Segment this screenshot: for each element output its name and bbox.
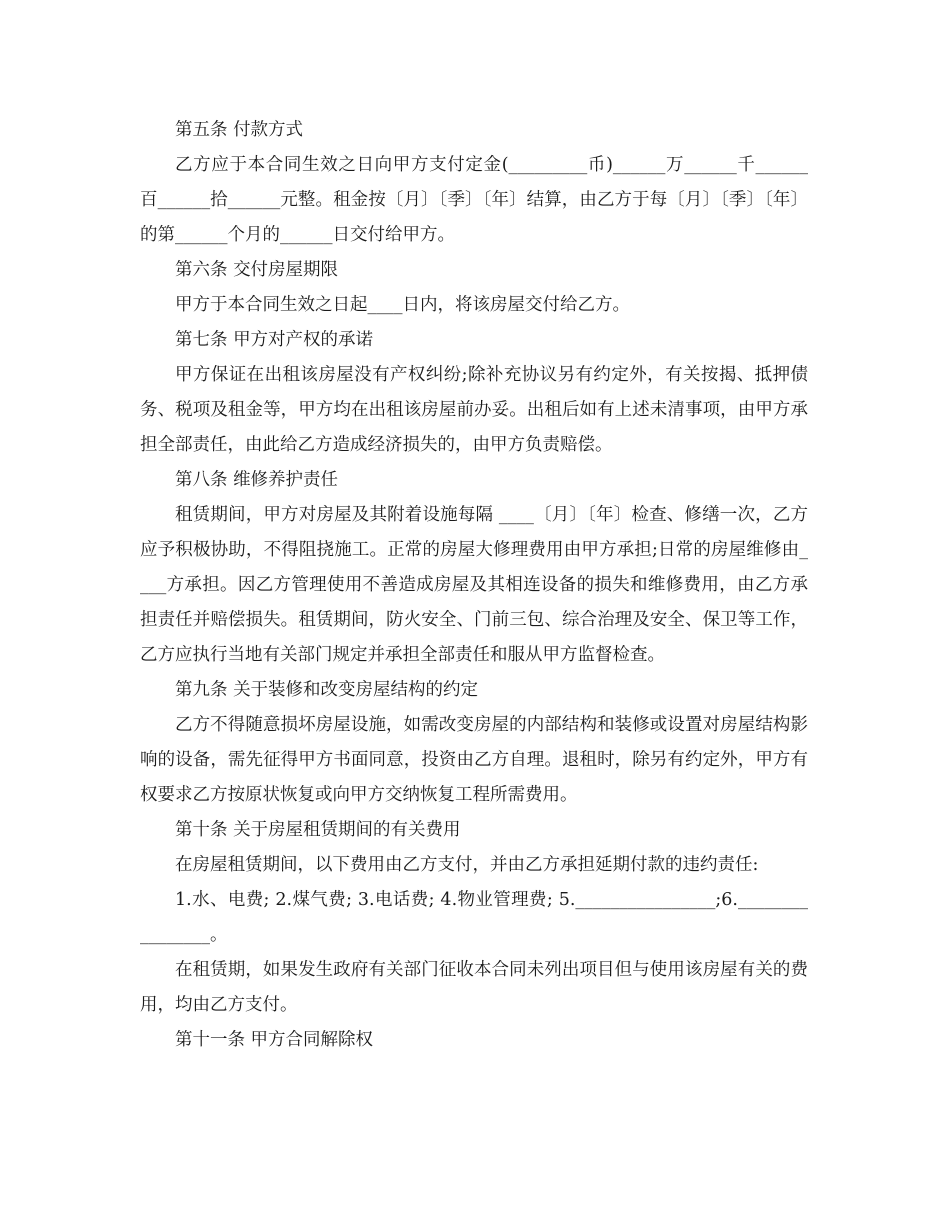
section-heading: 第八条 维修养护责任 [175, 470, 339, 490]
section-heading: 第十一条 甲方合同解除权 [175, 1030, 374, 1050]
body-paragraph: 在租赁期，如果发生政府有关部门征收本合同未列出项目但与使用该房屋有关的费用，均由乙方支付。 [140, 960, 808, 1015]
contract-page [140, 113, 808, 1058]
section-heading: 第十条 关于房屋租赁期间的有关费用 [175, 820, 461, 840]
body-paragraph: 租赁期间，甲方对房屋及其附着设施每隔 ____〔月〕〔年〕检查、修缮一次，乙方应予积极协助，不得阻挠施工。正常的房屋大修理费用由甲方承担;日常的房屋维修由____方承担。因乙方管理使用不善造成房屋及其相连设备的损失和维修费用，由乙方承担责任并赔偿损失。租赁期间，防火安全、门前三包、综合治理及安全、保卫等工作，乙方应执行当地有关部门规定并承担全部责任和服从甲方监督检查。 [140, 505, 808, 665]
section-heading: 第七条 甲方对产权的承诺 [175, 330, 374, 350]
body-paragraph: 乙方不得随意损坏房屋设施，如需改变房屋的内部结构和装修或设置对房屋结构影响的设备，需先征得甲方书面同意，投资由乙方自理。退租时，除另有约定外，甲方有权要求乙方按原状恢复或向甲方交纳恢复工程所需费用。 [140, 715, 808, 805]
section-heading: 第五条 付款方式 [175, 120, 304, 140]
section-heading: 第九条 关于装修和改变房屋结构的约定 [175, 680, 479, 700]
section-heading: 第六条 交付房屋期限 [175, 260, 339, 280]
body-paragraph: 甲方保证在出租该房屋没有产权纠纷;除补充协议另有约定外，有关按揭、抵押债务、税项及租金等，甲方均在出租该房屋前办妥。出租后如有上述未清事项，由甲方承担全部责任，由此给乙方造成经济损失的，由甲方负责赔偿。 [140, 365, 808, 455]
body-paragraph: 在房屋租赁期间，以下费用由乙方支付，并由乙方承担延期付款的违约责任: [175, 855, 759, 875]
body-paragraph: 乙方应于本合同生效之日向甲方支付定金(_________币)______万______千______百______拾______元整。租金按〔月〕〔季〕〔年〕结算，由乙方于每〔月〕〔季〕〔年〕的第______个月的______日交付给甲方。 [140, 155, 808, 245]
fee-list-paragraph: 1.水、电费; 2.煤气费; 3.电话费; 4.物业管理费; 5.________________;6.________________。 [140, 890, 808, 945]
body-paragraph: 甲方于本合同生效之日起____日内，将该房屋交付给乙方。 [175, 295, 630, 315]
